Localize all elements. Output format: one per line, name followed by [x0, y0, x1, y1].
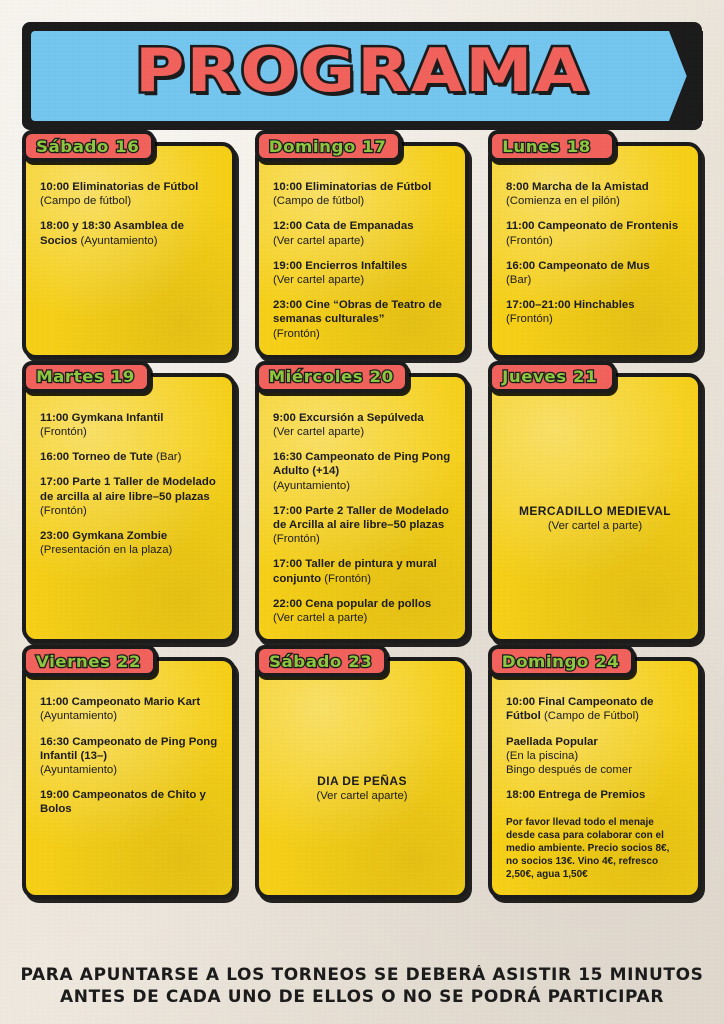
event-main: 16:30 Campeonato de Ping Pong Adulto (+14) — [273, 451, 451, 478]
event-sub: (Frontón) — [506, 234, 553, 247]
list-item — [273, 450, 451, 493]
event-main: 17:00 Taller de pintura y mural conjunto — [273, 558, 437, 585]
event-sub: (Campo de fútbol) — [40, 195, 132, 208]
day-tab — [488, 130, 616, 162]
list-item — [273, 219, 451, 247]
day-tab — [488, 361, 616, 393]
special-event — [273, 695, 451, 881]
day-tab — [255, 130, 402, 162]
list-item — [273, 597, 451, 625]
list-item — [506, 180, 684, 208]
day-label: Jueves 21 — [502, 367, 598, 387]
event-list — [273, 411, 451, 625]
list-item — [273, 259, 451, 287]
event-sub: (Frontón) — [324, 572, 372, 585]
day-card-sabado-16 — [22, 136, 236, 359]
day-label: Lunes 18 — [502, 136, 591, 156]
event-main: 10:00 Eliminatorias de Fútbol — [273, 181, 432, 193]
day-label: Domingo 17 — [268, 136, 387, 156]
day-label: Miércoles 20 — [268, 367, 394, 387]
list-item — [40, 475, 218, 518]
footer-line-2: ANTES DE CADA UNO DE ELLOS O NO SE PODRÁ PARTICIPAR — [59, 987, 665, 1006]
event-sub: (Bar) — [506, 274, 532, 287]
event-sub: (Presentación en la plaza) — [40, 544, 173, 557]
event-sub: (Campo de Fútbol) — [543, 710, 639, 723]
event-main: 23:00 Gymkana Zombie — [40, 530, 168, 543]
event-sub: (Ver cartel aparte) — [273, 426, 365, 439]
day-label: Martes 19 — [36, 367, 135, 387]
event-list — [40, 180, 218, 248]
list-item — [506, 298, 684, 326]
special-event — [506, 411, 684, 625]
event-main: 17:00 Parte 1 Taller de Modelado de arcilla al aire libre–50 plazas — [40, 476, 216, 503]
event-sub: (Frontón) — [506, 313, 553, 326]
program-grid — [22, 136, 702, 899]
event-list — [40, 411, 218, 558]
day-label: Viernes 22 — [35, 651, 141, 671]
day-card-martes-19 — [22, 367, 236, 643]
poster-banner — [22, 22, 702, 130]
list-item — [273, 504, 451, 547]
day-card-domingo-17 — [255, 136, 469, 359]
list-item — [273, 298, 451, 341]
day-card-miercoles-20 — [255, 367, 469, 643]
list-item — [40, 219, 218, 247]
special-event-title: DIA DE PEÑAS — [317, 774, 407, 789]
special-event-sub: (Ver cartel aparte) — [316, 790, 408, 803]
event-main: 19:00 Encierros Infaltiles — [273, 259, 408, 272]
event-main: 22:00 Cena popular de pollos — [273, 597, 432, 610]
day-card-viernes-22 — [22, 651, 236, 899]
event-main: 17:00 Parte 2 Taller de Modelado de Arcilla al aire libre–50 plazas — [273, 504, 449, 532]
event-main: 9:00 Excursión a Sepúlveda — [273, 411, 424, 424]
event-sub: (Ver cartel a parte) — [273, 612, 368, 625]
event-main: 10:00 Eliminatorias de Fútbol — [40, 181, 199, 193]
event-sub: (Frontón) — [40, 504, 87, 517]
event-main: 11:00 Campeonato de Frontenis — [506, 220, 679, 233]
event-main: 19:00 Campeonatos de Chito y Bolos — [40, 789, 206, 816]
footer-note — [12, 964, 712, 1008]
event-sub: (Ver cartel aparte) — [273, 234, 365, 247]
event-sub: (Frontón) — [273, 327, 320, 340]
day-tab — [22, 130, 155, 162]
event-list — [273, 180, 451, 341]
event-sub: (Frontón) — [40, 426, 87, 439]
list-item — [273, 557, 451, 585]
list-item — [40, 788, 218, 816]
special-event-title: MERCADILLO MEDIEVAL — [518, 504, 672, 519]
event-sub: (Frontón) — [273, 533, 320, 546]
day-tab — [255, 361, 409, 393]
list-item — [273, 180, 451, 208]
event-main: 17:00–21:00 Hinchables — [506, 299, 635, 312]
event-sub: (Ayuntamiento) — [40, 710, 118, 723]
day-tab — [22, 645, 157, 677]
day-card-jueves-21 — [488, 367, 702, 643]
day-label: Domingo 24 — [501, 651, 620, 671]
event-main: 16:00 Torneo de Tute — [40, 451, 157, 464]
event-list — [506, 180, 684, 327]
day-tab — [255, 645, 388, 677]
fineprint: Por favor llevad todo el menaje desde casa para colaborar con el medio ambiente. Precio socios 8€, no socios 13€. Vino 4€, refresco 2,50€, agua 1,50€ — [506, 817, 670, 881]
day-label: Sábado 16 — [36, 136, 140, 156]
special-event-sub: (Ver cartel a parte) — [547, 520, 643, 533]
event-main: 12:00 Cata de Empanadas — [273, 220, 414, 233]
list-item — [506, 259, 684, 287]
footer-line-1: PARA APUNTARSE A LOS TORNEOS SE DEBERÁ ASISTIR 15 MINUTOS — [20, 965, 704, 984]
event-main: 16:00 Campeonato de Mus — [506, 259, 650, 272]
list-item — [506, 219, 684, 247]
list-item — [40, 411, 218, 439]
event-main: 10:00 Final Campeonato de Fútbol — [506, 696, 654, 723]
event-main: 11:00 Gymkana Infantil — [40, 411, 164, 424]
list-item — [273, 411, 451, 439]
list-item — [40, 450, 218, 464]
event-main: 18:00 y 18:30 Asamblea de Socios — [40, 220, 184, 247]
event-main: 18:00 Entrega de Premios — [506, 789, 646, 802]
event-sub: (En la piscina) — [506, 749, 579, 762]
list-item — [506, 735, 684, 778]
list-item — [40, 695, 218, 723]
list-item — [506, 695, 684, 723]
event-main: Paellada Popular — [506, 735, 598, 748]
day-label: Sábado 23 — [269, 651, 373, 671]
event-list — [506, 695, 684, 802]
list-item — [40, 529, 218, 557]
event-sub: (Campo de fútbol) — [273, 195, 365, 208]
event-sub: (Bar) — [156, 451, 182, 464]
event-main: 16:30 Campeonato de Ping Pong Infantil (13–) — [40, 735, 218, 762]
list-item — [506, 788, 684, 802]
day-tab — [488, 645, 635, 677]
day-tab — [22, 361, 151, 393]
day-card-lunes-18 — [488, 136, 702, 359]
list-item — [40, 735, 218, 778]
event-sub: (Comienza en el pilón) — [506, 195, 620, 208]
event-sub: (Ayuntamiento) — [40, 764, 118, 777]
event-main: 8:00 Marcha de la Amistad — [506, 181, 649, 193]
list-item — [40, 180, 218, 208]
event-main: 11:00 Campeonato Mario Kart — [40, 696, 201, 709]
page-title: PROGRAMA — [135, 36, 589, 106]
event-sub: (Ayuntamiento) — [80, 234, 158, 247]
event-note: Bingo después de comer — [506, 764, 633, 777]
event-main: 23:00 Cine “Obras de Teatro de semanas culturales” — [273, 299, 442, 326]
event-list — [40, 695, 218, 816]
event-sub: (Ayuntamiento) — [273, 479, 351, 492]
day-card-sabado-23 — [255, 651, 469, 899]
event-sub: (Ver cartel aparte) — [273, 274, 365, 287]
day-card-domingo-24 — [488, 651, 702, 899]
